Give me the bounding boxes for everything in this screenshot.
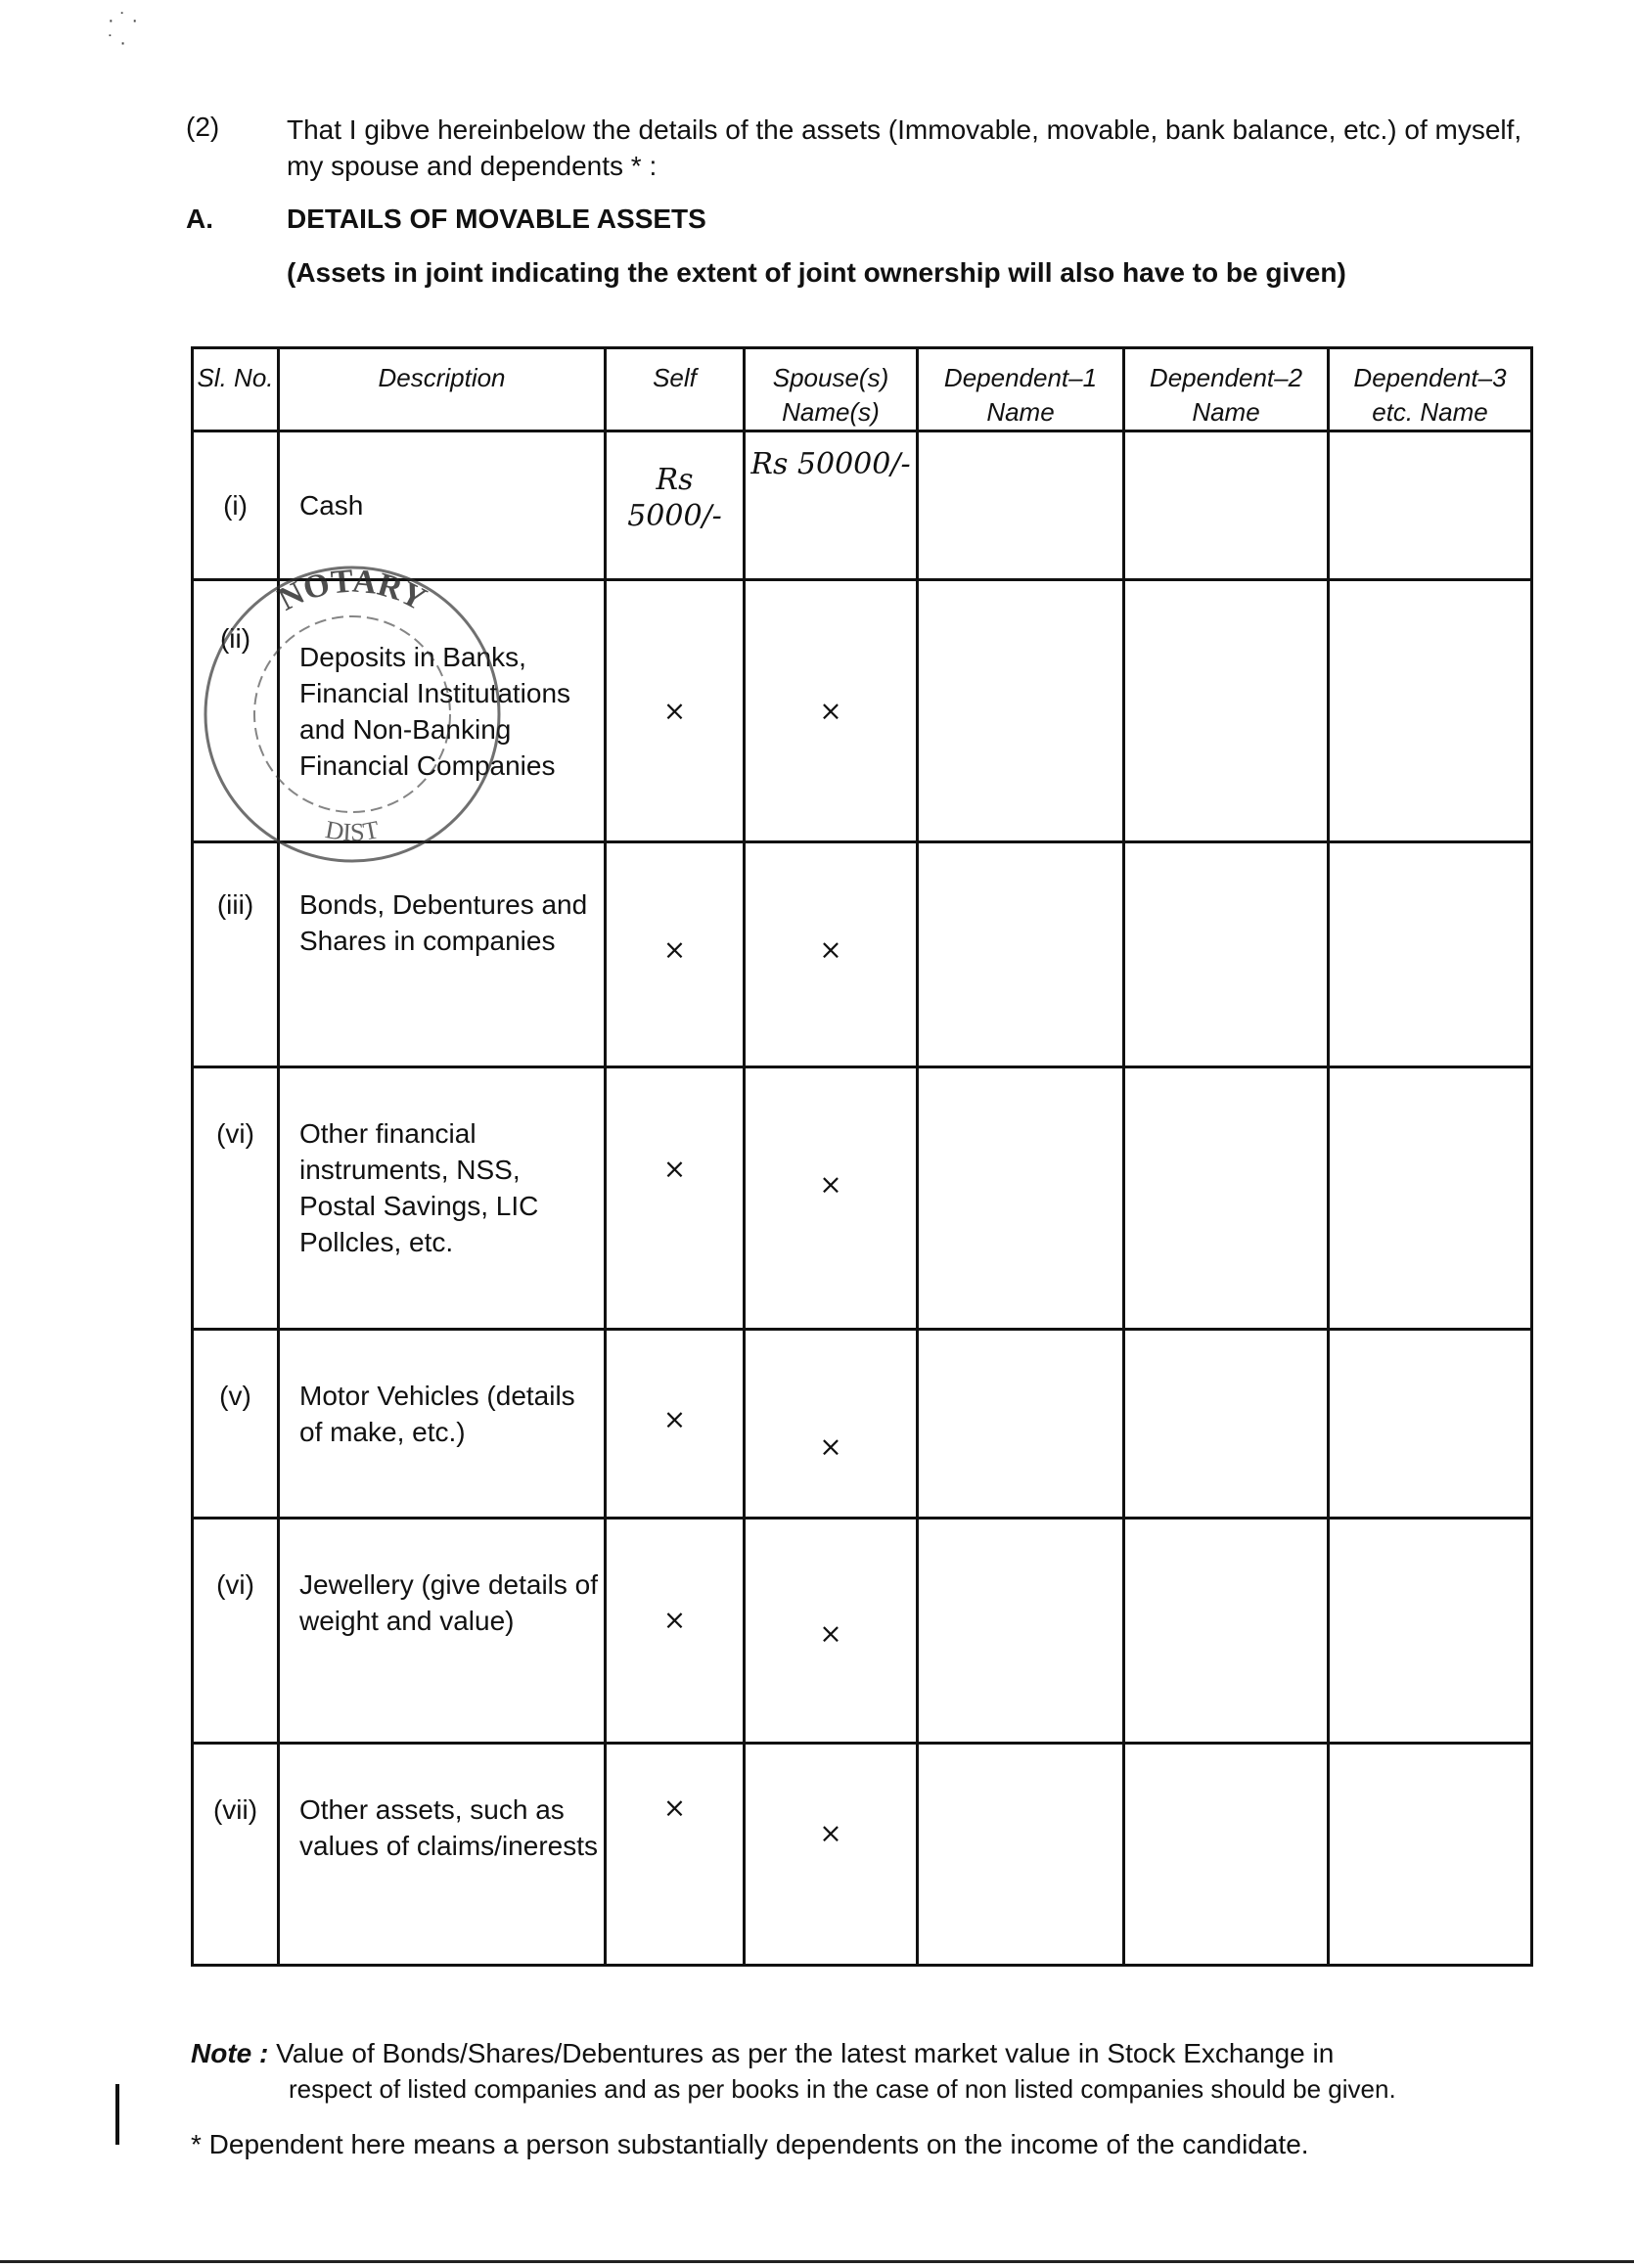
row-spouse-value: × bbox=[745, 1744, 918, 1966]
note-text-line1: Value of Bonds/Shares/Debentures as per the latest market value in Stock Exchange in bbox=[276, 2038, 1335, 2068]
row-dependent-1-value bbox=[918, 1330, 1124, 1519]
table-row bbox=[193, 1519, 1532, 1744]
row-spouse-value: Rs 50000/- bbox=[745, 431, 918, 580]
margin-mark bbox=[115, 2084, 119, 2145]
row-self-value: × bbox=[606, 1067, 745, 1330]
stamp-bottom-text: DIST bbox=[323, 815, 382, 847]
row-spouse-value: × bbox=[745, 1519, 918, 1744]
table-row bbox=[193, 1744, 1532, 1966]
table-header-row bbox=[193, 348, 1532, 431]
row-spouse-value: × bbox=[745, 842, 918, 1067]
col-header-self: Self bbox=[606, 348, 745, 431]
row-dependent-3-value bbox=[1329, 1330, 1532, 1519]
row-dependent-2-value bbox=[1124, 1744, 1329, 1966]
col-header-dependent-2: Dependent–2 Name bbox=[1124, 348, 1329, 431]
row-dependent-3-value bbox=[1329, 1519, 1532, 1744]
row-description: Other financial instruments, NSS, Postal Savings, LIC Pollcles, etc. bbox=[279, 1067, 606, 1330]
stamp-top-text: NOTARY bbox=[272, 563, 432, 618]
row-dependent-3-value bbox=[1329, 842, 1532, 1067]
col-header-dependent-1: Dependent–1 Name bbox=[918, 348, 1124, 431]
table-row bbox=[193, 1330, 1532, 1519]
note-label: Note : bbox=[191, 2038, 269, 2068]
intro-text: That I gibve hereinbelow the details of the assets (Immovable, movable, bank balance, etc.) of myself, my spouse and dependents * : bbox=[287, 114, 1522, 181]
notary-stamp bbox=[176, 543, 528, 866]
svg-text:DIST bbox=[323, 815, 382, 846]
row-self-value: × bbox=[606, 1330, 745, 1519]
row-dependent-1-value bbox=[918, 1067, 1124, 1330]
col-header-description: Description bbox=[279, 348, 606, 431]
row-dependent-1-value bbox=[918, 1744, 1124, 1966]
row-number: (ii) bbox=[193, 580, 279, 842]
row-description: Motor Vehicles (details of make, etc.) bbox=[279, 1330, 606, 1519]
section-title: DETAILS OF MOVABLE ASSETS bbox=[287, 204, 706, 234]
row-description: Jewellery (give details of weight and value) bbox=[279, 1519, 606, 1744]
row-dependent-1-value bbox=[918, 842, 1124, 1067]
section-subtitle: (Assets in joint indicating the extent of joint ownership will also have to be given) bbox=[287, 257, 1346, 288]
row-self-value: Rs 5000/- bbox=[606, 431, 745, 580]
row-dependent-1-value bbox=[918, 431, 1124, 580]
row-spouse-value: × bbox=[745, 1330, 918, 1519]
col-header-slno: Sl. No. bbox=[193, 348, 279, 431]
row-number: (i) bbox=[193, 431, 279, 580]
row-spouse-value: × bbox=[745, 580, 918, 842]
row-dependent-1-value bbox=[918, 580, 1124, 842]
row-number: (v) bbox=[193, 1330, 279, 1519]
row-dependent-3-value bbox=[1329, 431, 1532, 580]
item-number: (2) bbox=[186, 112, 220, 142]
row-number: (iii) bbox=[193, 842, 279, 1067]
section-letter: A. bbox=[186, 204, 213, 234]
row-description: Cash bbox=[279, 431, 606, 580]
row-number: (vii) bbox=[193, 1744, 279, 1966]
row-dependent-2-value bbox=[1124, 842, 1329, 1067]
row-number: (vi) bbox=[193, 1067, 279, 1330]
row-number: (vi) bbox=[193, 1519, 279, 1744]
note-text-line2: respect of listed companies and as per books in the case of non listed companies should be given. bbox=[289, 2074, 1396, 2104]
row-dependent-2-value bbox=[1124, 580, 1329, 842]
row-dependent-2-value bbox=[1124, 431, 1329, 580]
footnote: * Dependent here means a person substantially dependents on the income of the candidate. bbox=[191, 2129, 1309, 2159]
row-dependent-2-value bbox=[1124, 1067, 1329, 1330]
row-dependent-3-value bbox=[1329, 1067, 1532, 1330]
row-description: Deposits in Banks, Financial Institutations and Non-Banking Financial Companies bbox=[279, 580, 606, 842]
col-header-spouse: Spouse(s) Name(s) bbox=[745, 348, 918, 431]
row-description: Bonds, Debentures and Shares in companies bbox=[279, 842, 606, 1067]
note bbox=[191, 2035, 1541, 2108]
row-self-value: × bbox=[606, 580, 745, 842]
col-header-dependent-3: Dependent–3 etc. Name bbox=[1329, 348, 1532, 431]
row-dependent-2-value bbox=[1124, 1519, 1329, 1744]
row-dependent-3-value bbox=[1329, 1744, 1532, 1966]
row-dependent-1-value bbox=[918, 1519, 1124, 1744]
row-self-value: × bbox=[606, 1744, 745, 1966]
bottom-rule bbox=[0, 2260, 1634, 2263]
row-self-value: × bbox=[606, 1519, 745, 1744]
row-dependent-3-value bbox=[1329, 580, 1532, 842]
row-self-value: × bbox=[606, 842, 745, 1067]
table-row bbox=[193, 842, 1532, 1067]
svg-text:NOTARY bbox=[272, 563, 431, 617]
row-description: Other assets, such as values of claims/inerests bbox=[279, 1744, 606, 1966]
scan-specks: · ˙ · ˙ · bbox=[108, 10, 139, 54]
row-spouse-value: × bbox=[745, 1067, 918, 1330]
table-row bbox=[193, 1067, 1532, 1330]
row-dependent-2-value bbox=[1124, 1330, 1329, 1519]
